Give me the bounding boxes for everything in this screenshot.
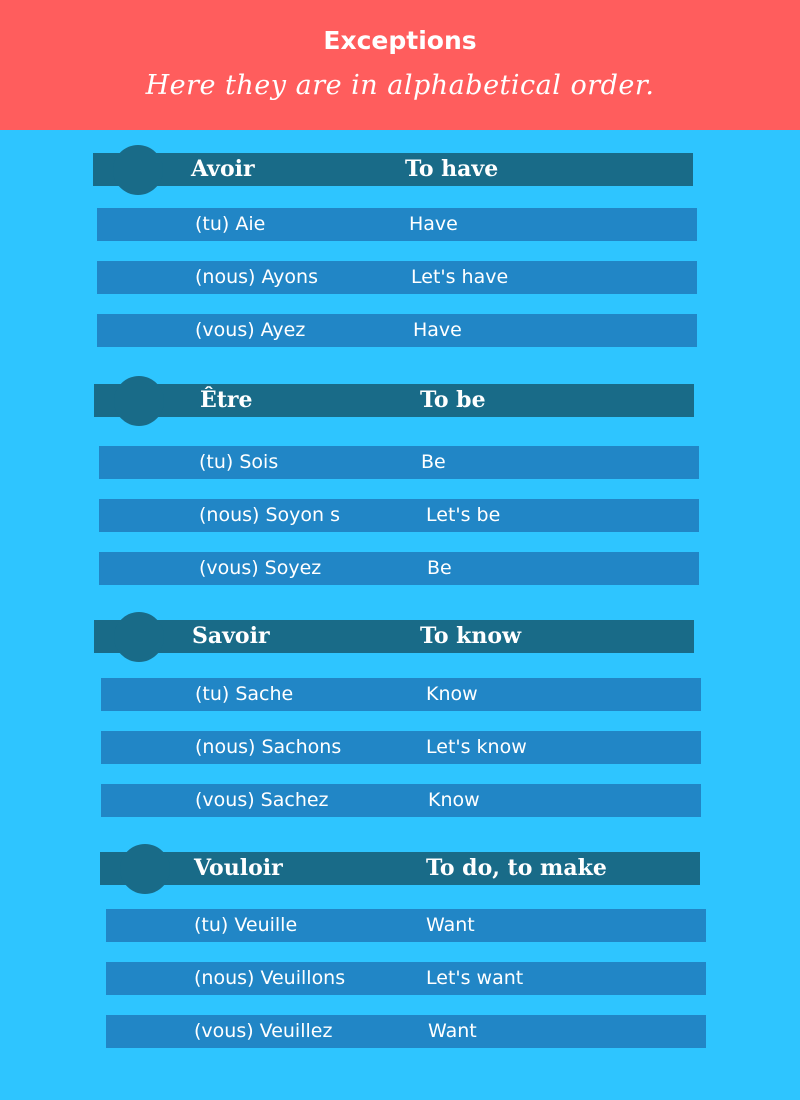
row-english: Want bbox=[426, 914, 475, 936]
row-french: (tu) Sois bbox=[199, 451, 279, 473]
section-header-bar bbox=[93, 153, 693, 186]
section-verb: Vouloir bbox=[194, 855, 283, 881]
section-verb: Être bbox=[200, 387, 253, 413]
page-header bbox=[0, 0, 800, 130]
row-english: Let's have bbox=[411, 266, 509, 288]
section-header-circle bbox=[120, 844, 170, 894]
section-verb-meaning: To do, to make bbox=[426, 855, 607, 881]
conjugation-row bbox=[106, 1015, 706, 1048]
row-english: Let's know bbox=[426, 736, 527, 758]
row-english: Let's be bbox=[426, 504, 501, 526]
page-subtitle: Here they are in alphabetical order. bbox=[145, 70, 655, 101]
row-french: (nous) Soyon s bbox=[199, 504, 341, 526]
row-english: Be bbox=[427, 557, 452, 579]
row-english: Have bbox=[413, 319, 462, 341]
section-header-circle bbox=[113, 145, 163, 195]
section-verb-meaning: To be bbox=[420, 387, 486, 413]
section-header-circle bbox=[114, 376, 164, 426]
section-header-circle bbox=[114, 612, 164, 662]
row-english: Know bbox=[426, 683, 478, 705]
conjugation-row bbox=[106, 909, 706, 942]
row-french: (nous) Ayons bbox=[195, 266, 318, 288]
row-french: (vous) Soyez bbox=[199, 557, 322, 579]
section-verb-meaning: To have bbox=[405, 156, 499, 182]
section-verb: Savoir bbox=[192, 623, 270, 649]
conjugation-row bbox=[101, 678, 701, 711]
row-english: Know bbox=[428, 789, 480, 811]
section-header-bar bbox=[94, 620, 694, 653]
row-english: Let's want bbox=[426, 967, 524, 989]
conjugation-row bbox=[101, 784, 701, 817]
page-title: Exceptions bbox=[323, 26, 477, 55]
row-french: (tu) Sache bbox=[195, 683, 294, 705]
row-french: (nous) Veuillons bbox=[194, 967, 346, 989]
row-english: Want bbox=[428, 1020, 477, 1042]
row-french: (nous) Sachons bbox=[195, 736, 342, 758]
row-french: (tu) Veuille bbox=[194, 914, 298, 936]
conjugation-row bbox=[97, 208, 697, 241]
section-header-bar bbox=[100, 852, 700, 885]
row-french: (vous) Veuillez bbox=[194, 1020, 333, 1042]
conjugation-row bbox=[97, 261, 697, 294]
row-french: (vous) Ayez bbox=[195, 319, 306, 341]
section-verb: Avoir bbox=[191, 156, 255, 182]
row-english: Be bbox=[421, 451, 446, 473]
row-english: Have bbox=[409, 213, 458, 235]
section-header-bar bbox=[94, 384, 694, 417]
conjugation-row bbox=[101, 731, 701, 764]
conjugation-row bbox=[97, 314, 697, 347]
row-french: (vous) Sachez bbox=[195, 789, 329, 811]
section-verb-meaning: To know bbox=[420, 623, 522, 649]
conjugation-row bbox=[106, 962, 706, 995]
conjugation-row bbox=[99, 499, 699, 532]
row-french: (tu) Aie bbox=[195, 213, 266, 235]
conjugation-row bbox=[99, 446, 699, 479]
conjugation-row bbox=[99, 552, 699, 585]
